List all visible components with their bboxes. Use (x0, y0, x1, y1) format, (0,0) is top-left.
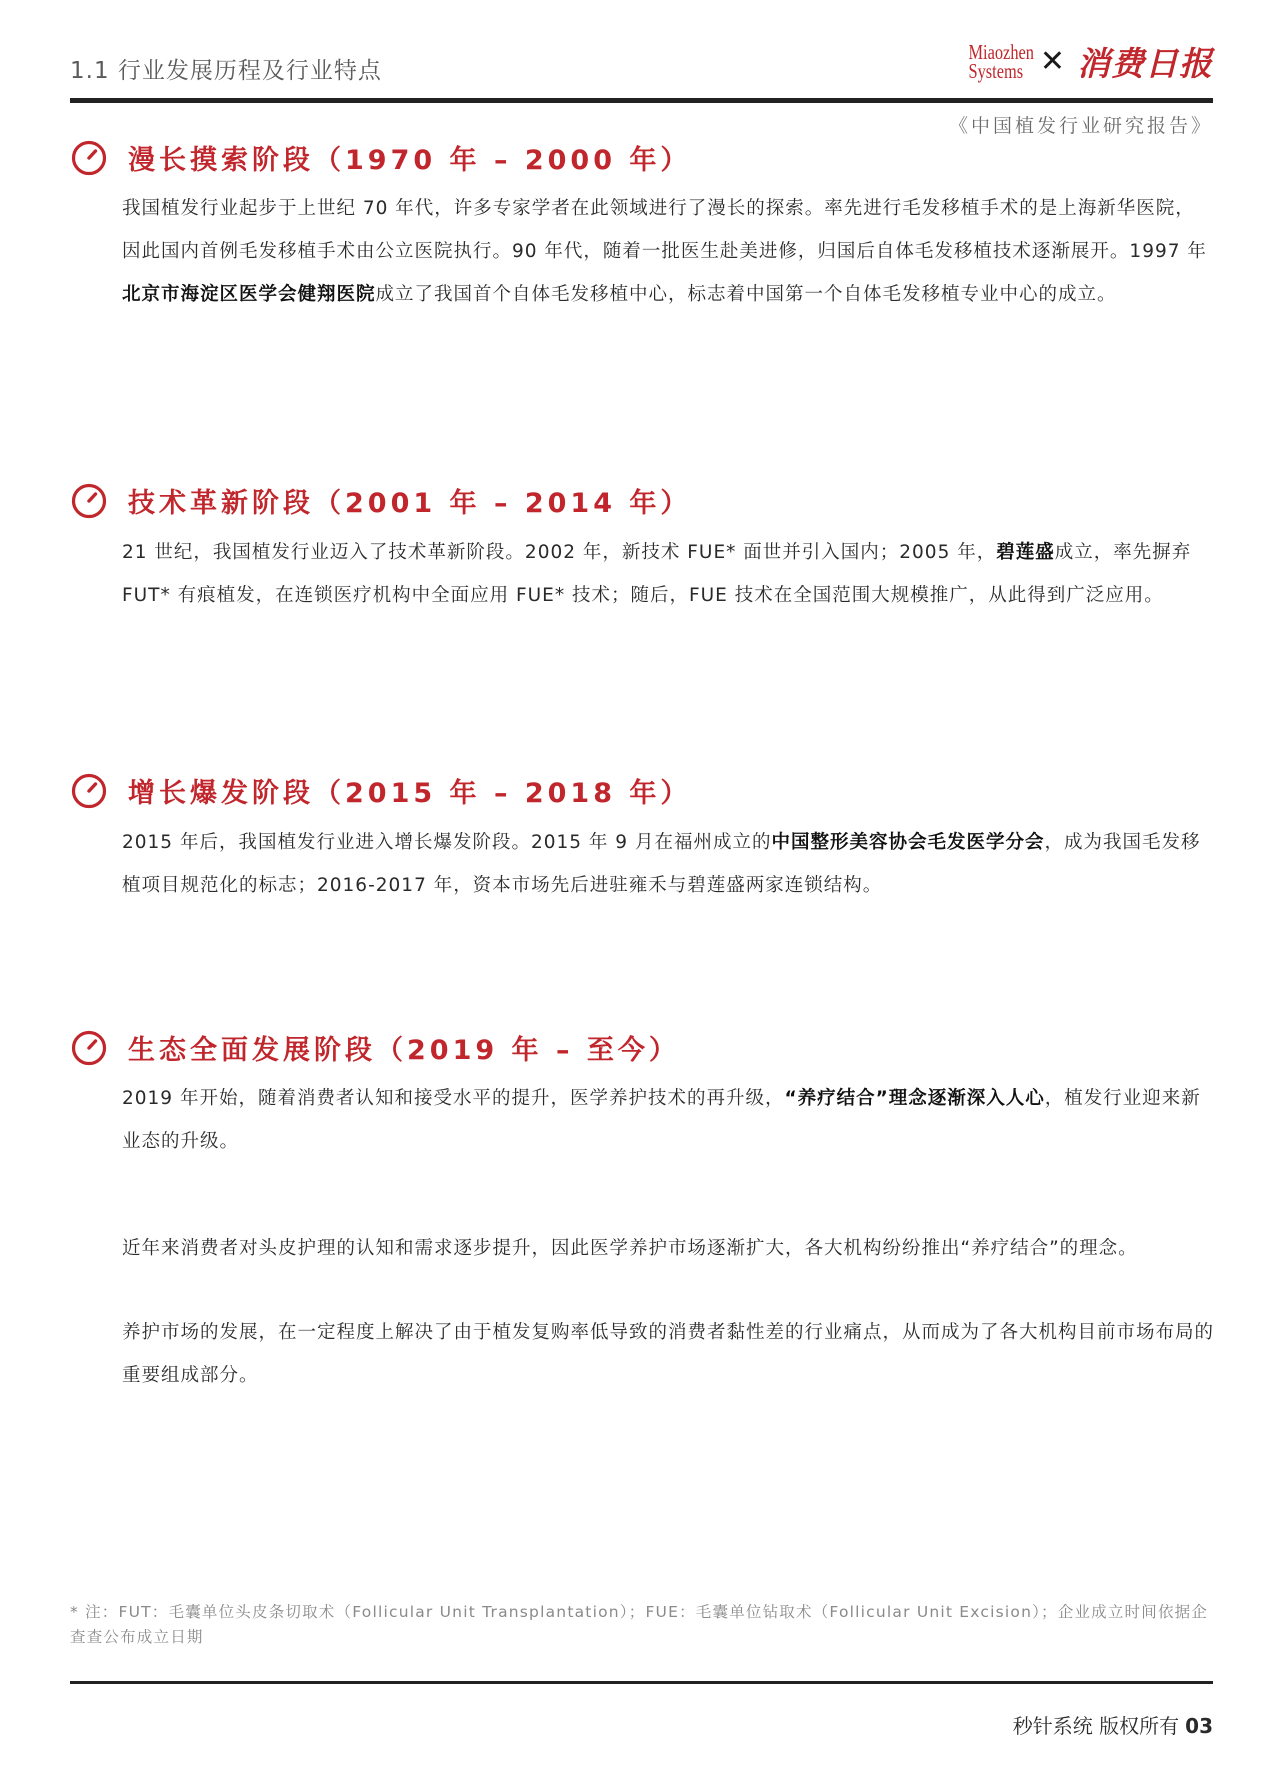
logo-area (950, 38, 1213, 85)
highlight-text: 中国整形美容协会毛发医学分会 (771, 832, 1045, 853)
miaozhen-logo-line1: Miaozhen (968, 39, 1034, 64)
footer-rule (70, 1681, 1213, 1684)
section-title: 技术革新阶段（2001 年 – 2014 年） (128, 488, 692, 519)
header-rule (70, 98, 1213, 103)
header-section-title: 1.1 行业发展历程及行业特点 (70, 58, 382, 84)
stopwatch-icon (70, 772, 108, 810)
section-paragraph: 21 世纪，我国植发行业迈入了技术革新阶段。2002 年，新技术 FUE* 面世并引入国内；2005 年，碧莲盛成立，率先摒弃 FUT* 有痕植发，在连锁医疗机构中全面应用 FUE* 技术；随后，FUE 技术在全国范围大规模推广，从此得到广泛应用。 (122, 542, 1192, 606)
section-paragraph: 2015 年后，我国植发行业进入增长爆发阶段。2015 年 9 月在福州成立的中国整形美容协会毛发医学分会，成为我国毛发移植项目规范化的标志；2016-2017 年，资本市场先后进驻雍禾与碧莲盛两家连锁结构。 (122, 832, 1201, 896)
footnote: * 注：FUT：毛囊单位头皮条切取术（Follicular Unit Transplantation）；FUE：毛囊单位钻取术（Follicular Unit Excision）；企业成立时间依据企查查公布成立日期 (70, 1603, 1209, 1646)
section-paragraph: 2019 年开始，随着消费者认知和接受水平的提升，医学养护技术的再升级，“养疗结合”理念逐渐深入人心，植发行业迎来新业态的升级。 (122, 1088, 1201, 1152)
footer (1013, 1710, 1213, 1739)
highlight-text: 碧莲盛 (996, 542, 1055, 563)
stopwatch-icon (70, 1029, 108, 1067)
highlight-text: “养疗结合”理念逐渐深入人心 (784, 1088, 1045, 1109)
section-heading-2 (70, 481, 691, 520)
section-title: 生态全面发展阶段（2019 年 – 至今） (128, 1035, 680, 1066)
section-title: 增长爆发阶段（2015 年 – 2018 年） (128, 778, 692, 809)
miaozhen-logo-line2: Systems (968, 58, 1023, 83)
page-number: 03 (1185, 1714, 1213, 1738)
report-title: 《中国植发行业研究报告》 (948, 115, 1213, 137)
section-paragraph: 我国植发行业起步于上世纪 70 年代，许多专家学者在此领域进行了漫长的探索。率先进行毛发移植手术的是上海新华医院，因此国内首例毛发移植手术由公立医院执行。90 年代，随着一批医生赴美进修，归国后自体毛发移植技术逐渐展开。1997 年北京市海淀区医学会健翔医院成立了我国首个自体毛发移植中心，标志着中国第一个自体毛发移植专业中心的成立。 (122, 198, 1207, 305)
logo-separator: ✕ (1039, 44, 1065, 79)
section-heading-3 (70, 771, 691, 810)
stopwatch-icon (70, 139, 108, 177)
highlight-text: 北京市海淀区医学会健翔医院 (122, 284, 376, 305)
section-paragraph-2: 近年来消费者对头皮护理的认知和需求逐步提升，因此医学养护市场逐渐扩大，各大机构纷纷推出“养疗结合”的理念。 (122, 1238, 1138, 1259)
section-heading-4 (70, 1028, 680, 1067)
xiaofei-ribao-logo: 消费日报 (1077, 44, 1213, 83)
section-paragraph-3: 养护市场的发展，在一定程度上解决了由于植发复购率低导致的消费者黏性差的行业痛点，从而成为了各大机构目前市场布局的重要组成部分。 (122, 1322, 1215, 1386)
section-title: 漫长摸索阶段（1970 年 – 2000 年） (128, 145, 692, 176)
stopwatch-icon (70, 482, 108, 520)
miaozhen-logo (968, 39, 1034, 83)
section-heading-1 (70, 138, 691, 177)
footer-copyright: 秒针系统 版权所有 (1012, 1714, 1180, 1738)
